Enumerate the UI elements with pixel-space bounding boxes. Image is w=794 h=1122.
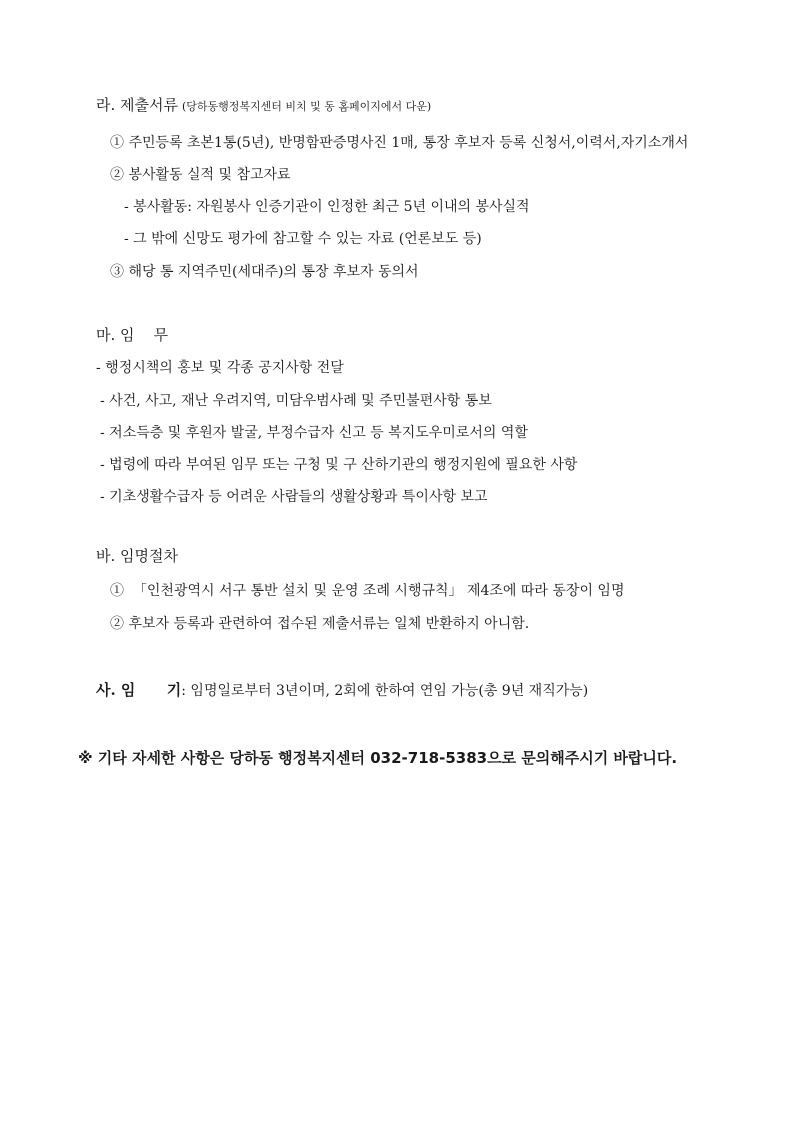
section-ra-subtitle: (당하동행정복지센터 비치 및 동 홈페이지에서 다운) [182, 100, 432, 113]
list-item: - 행정시책의 홍보 및 각종 공지사항 전달 [96, 360, 344, 376]
list-item: ① 「인천광역시 서구 통반 설치 및 운영 조례 시행규칙」 제4조에 따라 동장이 임명 [110, 583, 625, 599]
list-item: - 그 밖에 신망도 평가에 참고할 수 있는 자료 (언론보도 등) [124, 231, 482, 247]
section-ra-heading [96, 96, 431, 116]
section-ra-title: 라. 제출서류 [96, 96, 178, 114]
list-item: - 저소득층 및 후원자 발굴, 부정수급자 신고 등 복지도우미로서의 역할 [100, 425, 528, 441]
section-ma-title: 마. 임 무 [96, 326, 169, 344]
list-item: ① 주민등록 초본1통(5년), 반명함판증명사진 1매, 통장 후보자 등록 신청서,이력서,자기소개서 [110, 135, 689, 151]
section-sa-text: : 임명일로부터 3년이며, 2회에 한하여 연임 가능(총 9년 재직가능) [181, 683, 589, 699]
list-item: - 법령에 따라 부여된 임무 또는 구청 및 구 산하기관의 행정지원에 필요한 사항 [100, 457, 578, 473]
section-sa-title: 사. 임 기 [96, 681, 182, 699]
section-ba-title: 바. 임명절차 [96, 547, 178, 565]
list-item: - 사건, 사고, 재난 우려지역, 미담우범사례 및 주민불편사항 통보 [100, 393, 492, 409]
list-item: - 봉사활동: 자원봉사 인증기관이 인정한 최근 5년 이내의 봉사실적 [124, 199, 530, 215]
list-item: ② 후보자 등록과 관련하여 접수된 제출서류는 일체 반환하지 아니함. [110, 616, 530, 632]
list-item: - 기초생활수급자 등 어려운 사람들의 생활상황과 특이사항 보고 [100, 489, 488, 505]
list-item: ③ 해당 통 지역주민(세대주)의 통장 후보자 동의서 [110, 264, 419, 280]
list-item: ② 봉사활동 실적 및 참고자료 [110, 167, 291, 183]
contact-notice: ※ 기타 자세한 사항은 당하동 행정복지센터 032-718-5383으로 문의해주시기 바랍니다. [78, 749, 678, 767]
section-sa [96, 681, 588, 700]
